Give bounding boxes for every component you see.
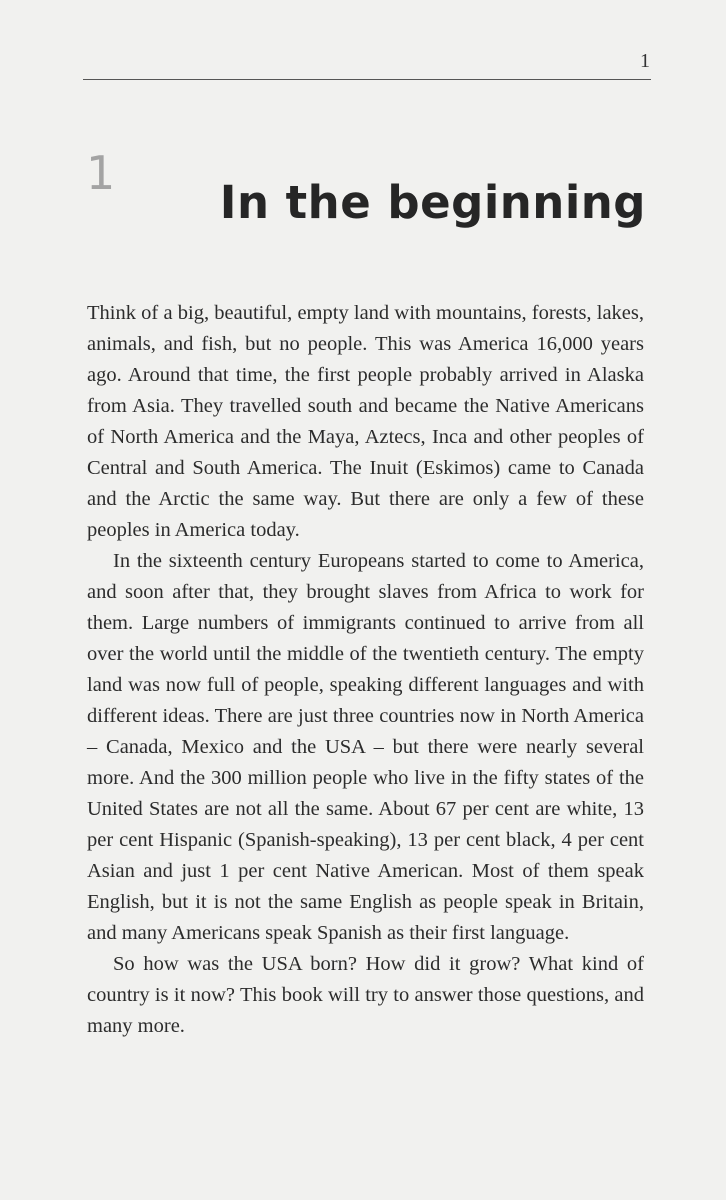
paragraph: Think of a big, beautiful, empty land with mountains, forests, lakes, animals, and fish, but no people. This was America 16,000 years ago. Around that time, the first people probably arrived in Alaska from Asia. They travelled south and became the Native Americans of North America and the Maya, Aztecs, Inca and other peoples of Central and South America. The Inuit (Eskimos) came to Canada and the Arctic the same way. But there are only a few of these peoples in America today.	[87, 302, 644, 541]
header-rule	[83, 79, 651, 80]
chapter-title: In the beginning	[219, 176, 646, 230]
paragraph: So how was the USA born? How did it grow? What kind of country is it now? This book will try to answer those questions, and many more.	[87, 953, 644, 1037]
paragraph: In the sixteenth century Europeans started to come to America, and soon after that, they brought slaves from Africa to work for them. Large numbers of immigrants continued to arrive from all over the world until the middle of the twentieth century. The empty land was now full of people, speaking different languages and with different ideas. There are just three countries now in North America – Canada, Mexico and the USA – but there were nearly several more. And the 300 million people who live in the fifty states of the United States are not all the same. About 67 per cent are white, 13 per cent Hispanic (Spanish-speaking), 13 per cent black, 4 per cent Asian and just 1 per cent Native American. Most of them speak English, but it is not the same English as people speak in Britain, and many Americans speak Spanish as their first language.	[87, 550, 644, 944]
page-number: 1	[640, 50, 650, 72]
chapter-number: 1	[86, 146, 116, 200]
chapter-body	[87, 298, 644, 1042]
